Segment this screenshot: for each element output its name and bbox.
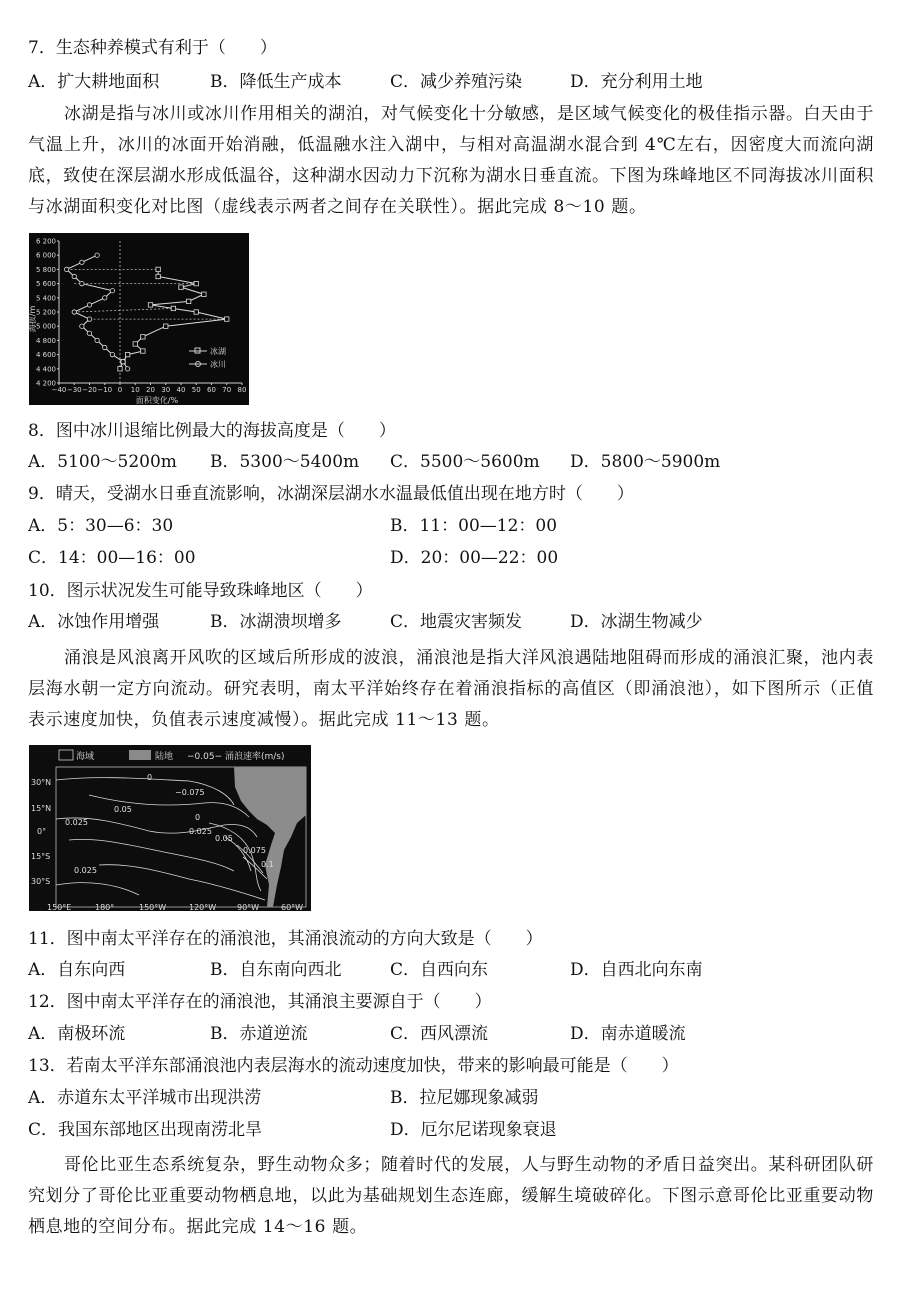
legend-ocean: 海域: [76, 752, 95, 762]
x-tick-label: 0: [117, 386, 123, 394]
data-point-glacier: [87, 303, 91, 307]
x-tick-label: 30: [161, 386, 171, 394]
chart-series: [64, 253, 229, 371]
data-point-glacier: [80, 324, 84, 328]
data-point-glacier: [80, 281, 84, 285]
contour-label: 0: [195, 813, 201, 822]
y-tick-label: 4 400: [35, 365, 56, 374]
x-tick-label: 50: [191, 386, 201, 394]
q13-option-d[interactable]: D．厄尔尼诺现象衰退: [390, 1120, 557, 1140]
lat-label: 15°S: [31, 852, 51, 861]
lat-label: 30°N: [31, 778, 52, 787]
q9-option-c[interactable]: C．14：00—16：00: [28, 548, 196, 568]
q9-stem: 9．晴天，受湖水日垂直流影响，冰湖深层湖水水温最低值出现在地方时（ ）: [28, 484, 634, 504]
legend-glacier: 冰川: [210, 360, 226, 369]
contour-lines: [56, 778, 267, 900]
q7-option-a[interactable]: A．扩大耕地面积: [28, 72, 160, 92]
figure-glacier-lake-chart: [29, 233, 249, 405]
q13-option-b[interactable]: B．拉尼娜现象减弱: [390, 1088, 539, 1108]
q8-option-a[interactable]: A．5100～5200m: [28, 452, 177, 472]
q7-option-c[interactable]: C．减少养殖污染: [390, 72, 523, 92]
x-tick-label: 10: [130, 386, 140, 394]
legend-land-swatch: [129, 750, 151, 760]
lat-label: 0°: [37, 827, 47, 836]
data-point-lake: [179, 285, 183, 289]
contour-label: 0.05: [114, 805, 132, 814]
legend-swell-rate: −0.05− 涌浪速率(m/s): [187, 752, 285, 762]
y-tick-label: 4 200: [35, 379, 56, 388]
data-point-lake: [118, 367, 122, 371]
data-point-lake: [171, 306, 175, 310]
q11-option-a[interactable]: A．自东向西: [28, 960, 126, 980]
x-tick-label: −10: [97, 386, 113, 394]
x-tick-label: −20: [82, 386, 97, 394]
legend-land: 陆地: [155, 752, 174, 762]
latitude-labels: [31, 778, 51, 886]
legend-ocean-swatch: [59, 750, 73, 760]
q9-option-b[interactable]: B．11：00—12：00: [390, 516, 558, 536]
contour-label: 0.05: [215, 834, 233, 843]
q10-option-b[interactable]: B．冰湖溃坝增多: [210, 612, 342, 632]
data-point-glacier: [64, 267, 68, 271]
q9-option-d[interactable]: D．20：00—22：00: [390, 548, 559, 568]
data-point-lake: [225, 317, 229, 321]
passage-colombia-habitat: 哥伦比亚生态系统复杂，野生动物众多；随着时代的发展，人与野生动物的矛盾日益突出。某科研团队研究划分了哥伦比亚重要动物栖息地，以此为基础规划生态连廊，缓解生境破碎化。下图示意哥伦比亚重要动物栖息地的空间分布。据此完成 14～16 题。: [28, 1155, 874, 1237]
x-tick-label: 20: [146, 386, 155, 394]
q12-stem: 12．图中南太平洋存在的涌浪池，其涌浪主要源自于（ ）: [28, 992, 492, 1012]
q10-option-c[interactable]: C．地震灾害频发: [390, 612, 523, 632]
lon-label: 150°W: [139, 903, 167, 912]
q12-option-a[interactable]: A．南极环流: [28, 1024, 126, 1044]
q8-option-d[interactable]: D．5800～5900m: [570, 452, 721, 472]
contour-label: 0.025: [65, 818, 88, 827]
chart-ticks: [36, 238, 247, 395]
data-point-lake: [141, 349, 145, 353]
chart-legend: [189, 346, 226, 369]
data-point-lake: [164, 324, 168, 328]
q10-option-a[interactable]: A．冰蚀作用增强: [28, 612, 160, 632]
data-point-glacier: [121, 360, 125, 364]
q13-option-c[interactable]: C．我国东部地区出现南涝北旱: [28, 1120, 263, 1140]
contour-label: 0.1: [261, 860, 274, 869]
q13-option-a[interactable]: A．赤道东太平洋城市出现洪涝: [28, 1088, 262, 1108]
q8-option-b[interactable]: B．5300～5400m: [210, 452, 360, 472]
y-tick-label: 4 800: [35, 336, 56, 345]
land-americas: [234, 767, 306, 907]
q13-stem: 13．若南太平洋东部涌浪池内表层海水的流动速度加快，带来的影响最可能是（ ）: [28, 1056, 679, 1076]
contour-label: −0.075: [175, 788, 205, 797]
y-tick-label: 5 200: [35, 308, 56, 317]
map-legend: [59, 750, 285, 762]
lon-label: 180°: [95, 903, 115, 912]
q8-stem: 8．图中冰川退缩比例最大的海拔高度是（ ）: [28, 421, 396, 441]
data-point-lake: [148, 303, 152, 307]
data-point-lake: [202, 292, 206, 296]
y-tick-label: 5 600: [35, 280, 56, 289]
q11-option-c[interactable]: C．自西向东: [390, 960, 489, 980]
data-point-glacier: [95, 338, 99, 342]
legend-lake: 冰湖: [210, 347, 226, 356]
q7-option-b[interactable]: B．降低生产成本: [210, 72, 342, 92]
q12-option-c[interactable]: C．西风漂流: [390, 1024, 489, 1044]
x-tick-label: −40: [51, 386, 67, 394]
q9-option-a[interactable]: A．5：30—6：30: [28, 516, 174, 536]
y-tick-label: 5 000: [35, 322, 56, 331]
y-axis-label: 海拔/m: [28, 305, 37, 333]
longitude-labels: [47, 903, 303, 912]
q12-option-d[interactable]: D．南赤道暖流: [570, 1024, 686, 1044]
lat-label: 30°S: [31, 877, 51, 886]
contour-label: 0.025: [74, 866, 97, 875]
lon-label: 90°W: [237, 903, 260, 912]
q7-option-d[interactable]: D．充分利用土地: [570, 72, 703, 92]
contour-label: 0: [147, 773, 153, 782]
data-point-glacier: [72, 310, 76, 314]
data-point-glacier: [87, 317, 91, 321]
x-axis-label: 面积变化/%: [135, 396, 179, 405]
y-tick-label: 6 000: [35, 251, 56, 260]
y-tick-label: 5 800: [35, 265, 56, 274]
q11-option-d[interactable]: D．自西北向东南: [570, 960, 703, 980]
data-point-glacier: [87, 331, 91, 335]
lon-label: 60°W: [281, 903, 304, 912]
data-point-glacier: [80, 260, 84, 264]
glacier-lake-chart-svg: [29, 233, 249, 405]
q10-stem: 10．图示状况发生可能导致珠峰地区（ ）: [28, 581, 373, 601]
q7-stem: 7．生态种养模式有利于（ ）: [28, 38, 277, 58]
data-point-lake: [186, 299, 190, 303]
data-point-lake: [125, 352, 129, 356]
x-tick-label: 70: [222, 386, 232, 394]
data-point-glacier: [72, 274, 76, 278]
y-tick-label: 4 600: [35, 351, 56, 360]
data-point-lake: [156, 267, 160, 271]
contour-label: 0.075: [243, 846, 266, 855]
q12-option-b[interactable]: B．赤道逆流: [210, 1024, 308, 1044]
data-point-glacier: [95, 253, 99, 257]
correlation-link: [74, 308, 173, 312]
lon-label: 120°W: [189, 903, 217, 912]
data-point-lake: [133, 342, 137, 346]
q8-option-c[interactable]: C．5500～5600m: [390, 452, 540, 472]
data-point-glacier: [125, 367, 129, 371]
lon-label: 150°E: [47, 903, 72, 912]
q11-option-b[interactable]: B．自东南向西北: [210, 960, 342, 980]
q11-stem: 11．图中南太平洋存在的涌浪池，其涌浪流动的方向大致是（ ）: [28, 929, 543, 949]
x-tick-label: 60: [207, 386, 216, 394]
lat-label: 15°N: [31, 804, 52, 813]
x-tick-label: 40: [176, 386, 186, 394]
contour-label: 0.025: [189, 827, 212, 836]
data-point-lake: [194, 281, 198, 285]
data-point-glacier: [110, 289, 114, 293]
passage-swell-pool: 涌浪是风浪离开风吹的区域后所形成的波浪，涌浪池是指大洋风浪遇陆地阻碍而形成的涌浪汇聚，池内表层海水朝一定方向流动。研究表明，南太平洋始终存在着涌浪指标的高值区（即涌浪池），如下图所示（正值表示速度加快，负值表示速度减慢）。据此完成 11～13 题。: [28, 648, 874, 730]
data-point-glacier: [103, 296, 107, 300]
q10-option-d[interactable]: D．冰湖生物减少: [570, 612, 703, 632]
figure-swell-pool-map: [29, 745, 311, 911]
passage-glacial-lake: 冰湖是指与冰川或冰川作用相关的湖泊，对气候变化十分敏感，是区域气候变化的极佳指示器。白天由于气温上升，冰川的冰面开始消融，低温融水注入湖中，与相对高温湖水混合到 4℃左右，因密度大而流向湖底，致使在深层湖水形成低温谷，这种湖水因动力下沉称为湖水日垂直流。下图为珠峰地区不同海拔冰川面积与冰湖面积变化对比图（虚线表示两者之间存在关联性）。据此完成 8～10 题。: [28, 104, 874, 217]
data-point-lake: [156, 274, 160, 278]
y-tick-label: 5 400: [35, 294, 56, 303]
y-tick-label: 6 200: [35, 237, 56, 246]
x-tick-label: −30: [66, 386, 82, 394]
data-point-glacier: [110, 352, 114, 356]
swell-pool-map-svg: [29, 745, 311, 911]
x-tick-label: 80: [237, 386, 247, 394]
data-point-glacier: [103, 345, 107, 349]
data-point-lake: [141, 335, 145, 339]
data-point-lake: [194, 310, 198, 314]
